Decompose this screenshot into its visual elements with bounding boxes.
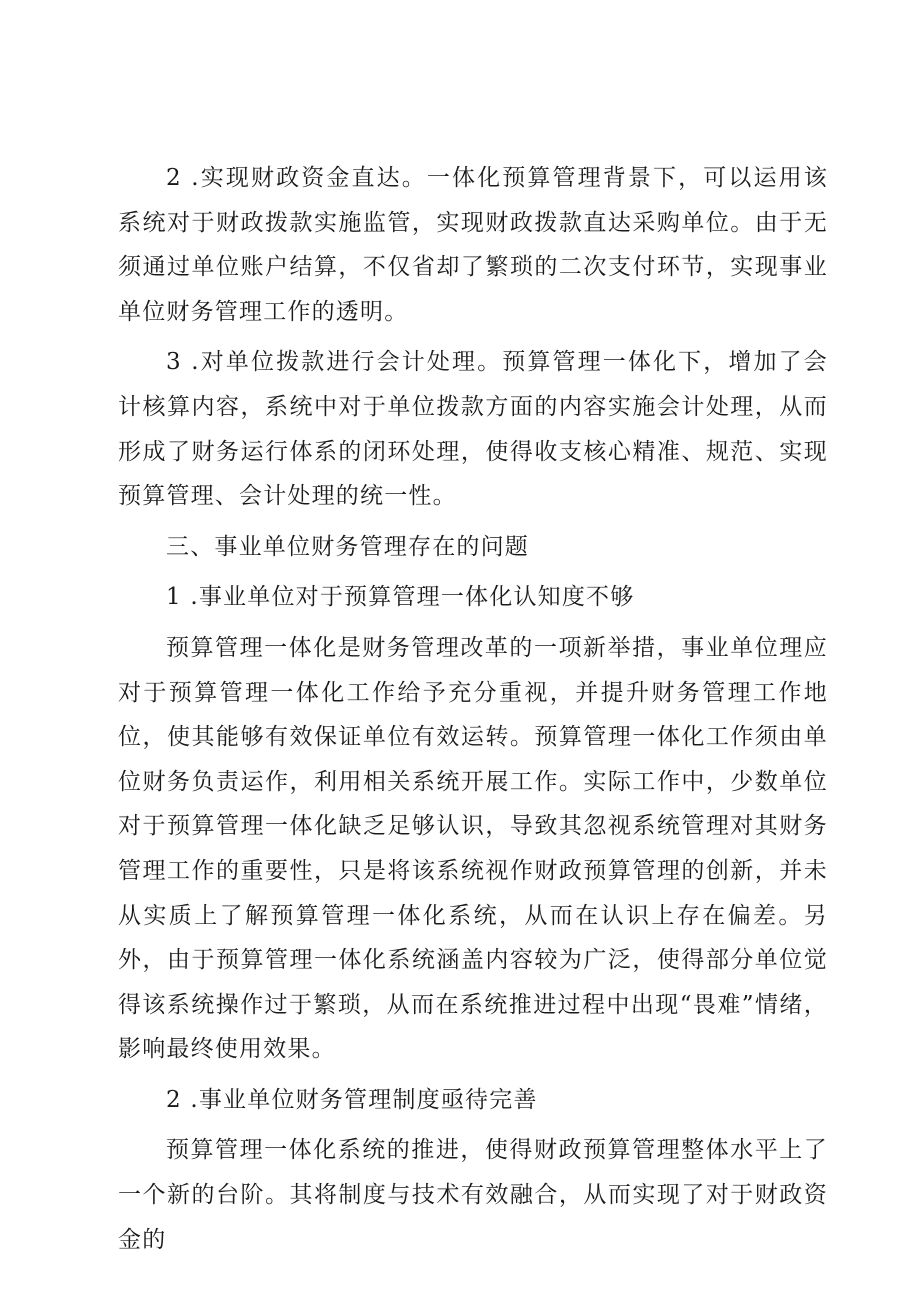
section-heading-problems: 三、事业单位财务管理存在的问题 [166, 533, 529, 560]
paragraph-fund-direct: 2 .实现财政资金直达。一体化预算管理背景下，可以运用该系统对于财政拨款实施监管，实现财政拨款直达采购单位。由于无须通过单位账户结算，不仅省却了繁琐的二次支付环节，实现事业单位财务管理工作的透明。 [118, 165, 828, 325]
document-page [118, 156, 828, 1262]
paragraph-accounting: 3 .对单位拨款进行会计处理。预算管理一体化下，增加了会计核算内容，系统中对于单位拨款方面的内容实施会计处理，从而形成了财务运行体系的闭环处理，使得收支核心精准、规范、实现预算管理、会计处理的统一性。 [118, 349, 828, 510]
paragraph-awareness: 预算管理一体化是财务管理改革的一项新举措，事业单位理应对于预算管理一体化工作给予充分重视，并提升财务管理工作地位，使其能够有效保证单位有效运转。预算管理一体化工作须由单位财务负责运作，利用相关系统开展工作。实际工作中，少数单位对于预算管理一体化缺乏足够认识，导致其忽视系统管理对其财务管理工作的重要性，只是将该系统视作财政预算管理的创新，并未从实质上了解预算管理一体化系统，从而在认识上存在偏差。另外，由于预算管理一体化系统涵盖内容较为广泛，使得部分单位觉得该系统操作过于繁琐，从而在系统推进过程中出现“畏难”情绪，影响最终使用效果。 [118, 634, 828, 1063]
subheading-awareness: 1 .事业单位对于预算管理一体化认知度不够 [166, 584, 635, 611]
paragraph-system: 预算管理一体化系统的推进，使得财政预算管理整体水平上了一个新的台阶。其将制度与技术有效融合，从而实现了对于财政资金的 [118, 1137, 828, 1253]
subheading-system: 2 .事业单位财务管理制度亟待完善 [166, 1086, 538, 1113]
